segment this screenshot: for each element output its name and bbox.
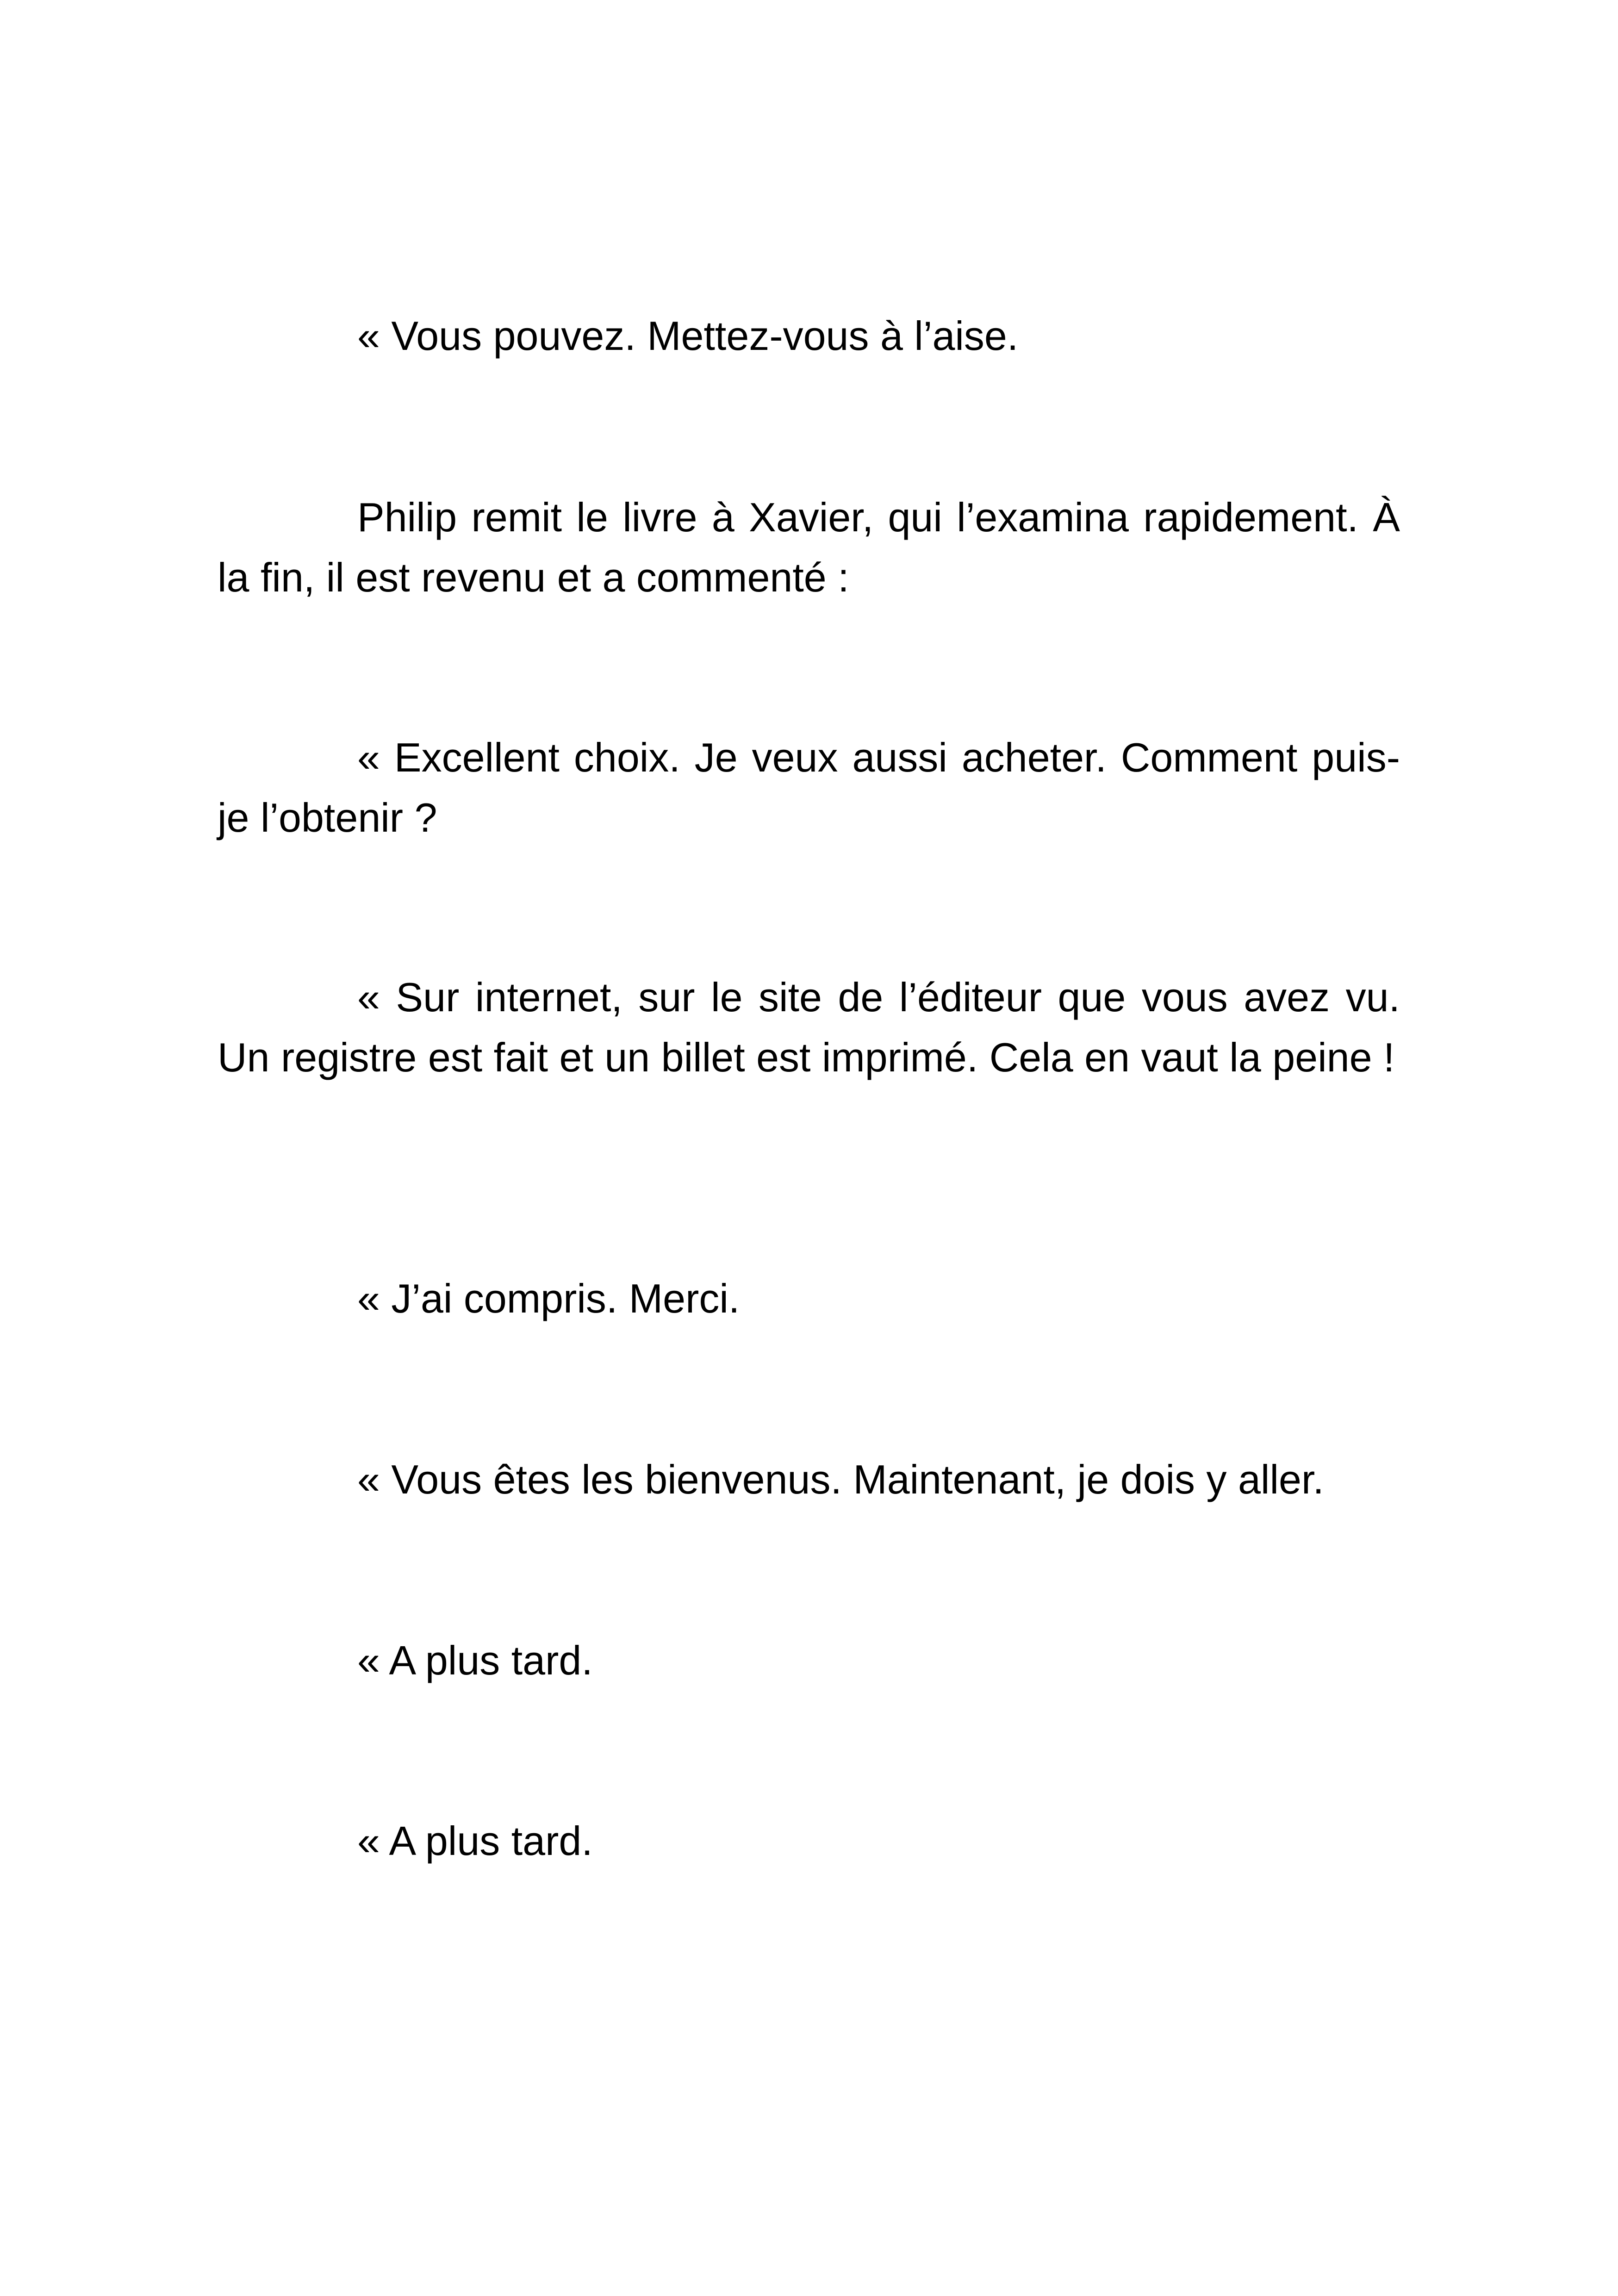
paragraph: « Sur internet, sur le site de l’éditeur que vous avez vu. Un registre est fait et un billet est imprimé. Cela en vaut la peine !: [218, 974, 1400, 1080]
paragraph: « A plus tard.: [357, 1637, 593, 1683]
paragraph: « Excellent choix. Je veux aussi acheter. Comment puis-je l’obtenir ?: [218, 734, 1400, 840]
paragraph: Philip remit le livre à Xavier, qui l’examina rapidement. À la fin, il est revenu et a commenté :: [218, 494, 1400, 600]
paragraph: « J’ai compris. Merci.: [357, 1276, 740, 1321]
paragraph: « Vous pouvez. Mettez-vous à l’aise.: [357, 313, 1019, 359]
paragraph: « A plus tard.: [357, 1818, 593, 1864]
paragraph: « Vous êtes les bienvenus. Maintenant, je dois y aller.: [357, 1456, 1324, 1502]
